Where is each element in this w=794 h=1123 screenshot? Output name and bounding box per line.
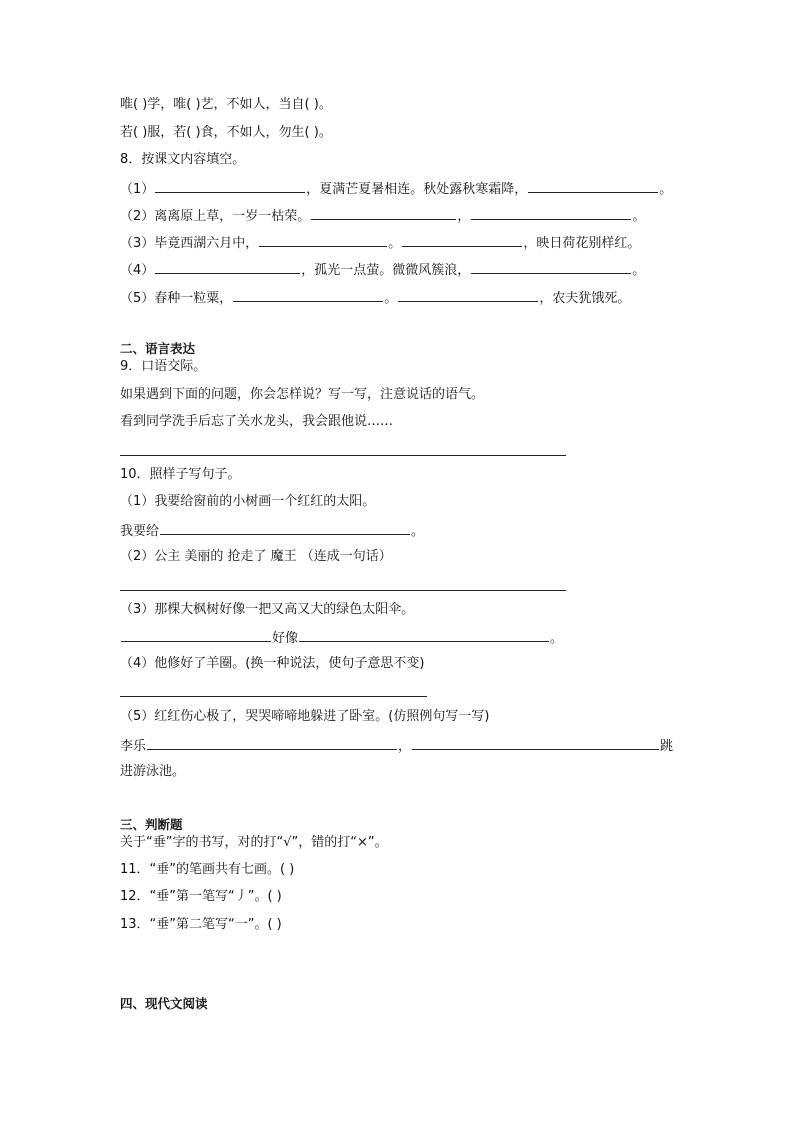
answer-blank[interactable] [233, 288, 383, 302]
answer-blank[interactable] [402, 233, 522, 247]
answer-blank[interactable] [155, 179, 305, 193]
answer-blank[interactable] [155, 260, 300, 274]
q8-item-3: （3）毕竟西湖六月中， 。 ，映日荷花别样红。 [120, 233, 640, 251]
section-4-title: 四、现代文阅读 [120, 996, 208, 1011]
q12: 12．“垂”第一笔写“丿”。( ) [120, 889, 282, 904]
q8-item-2: （2）离离原上草，一岁一枯荣。 ， 。 [120, 206, 645, 224]
q10-answer-3: 好像 。 [120, 628, 563, 646]
q10-title: 10．照样子写句子。 [120, 467, 241, 482]
section-2-title: 二、语言表达 [120, 341, 196, 356]
q9-prompt: 看到同学洗手后忘了关水龙头，我会跟他说…… [120, 414, 394, 429]
q7-line-1: 唯( )学，唯( )艺，不如人，当自( )。 [120, 97, 332, 112]
section-3-title: 三、判断题 [120, 817, 183, 832]
q8-item-4: （4） ，孤光一点萤。微微风簇浪， 。 [120, 260, 645, 278]
answer-blank[interactable] [398, 288, 538, 302]
q10-answer-5-continued: 进游泳池。 [120, 764, 186, 779]
q10-example-3: （3）那棵大枫树好像一把又高又大的绿色太阳伞。 [120, 602, 415, 617]
answer-blank[interactable] [471, 206, 631, 220]
q8-title: 8．按课文内容填空。 [120, 152, 246, 167]
section-3-instruction: 关于“垂”字的书写，对的打“√”，错的打“×”。 [120, 835, 388, 850]
q8-item-5: （5）春种一粒粟， 。 ，农夫犹饿死。 [120, 288, 630, 306]
answer-blank[interactable] [471, 260, 631, 274]
answer-blank[interactable] [147, 736, 397, 750]
answer-blank[interactable] [121, 628, 271, 642]
q13: 13．“垂”第二笔写“一”。( ) [120, 917, 282, 932]
answer-blank[interactable] [412, 736, 659, 750]
q9-title: 9．口语交际。 [120, 359, 207, 374]
q8-item-1: （1） ，夏满芒夏暑相连。秋处露秋寒霜降， 。 [120, 179, 672, 197]
q10-answer-line-4[interactable] [120, 696, 427, 697]
q10-example-2: （2）公主 美丽的 抢走了 魔王 （连成一句话） [120, 549, 392, 564]
q10-example-1: （1）我要给窗前的小树画一个红红的太阳。 [120, 494, 376, 509]
answer-blank[interactable] [528, 179, 658, 193]
q9-answer-line[interactable] [120, 455, 566, 456]
q11: 11．“垂”的笔画共有七画。( ) [120, 862, 295, 877]
q10-example-5: （5）红红伤心极了，哭哭啼啼地躲进了卧室。(仿照例句写一写) [120, 709, 490, 724]
q10-example-4: （4）他修好了羊圈。(换一种说法，使句子意思不变) [120, 656, 425, 671]
q10-answer-line-2[interactable] [120, 590, 566, 591]
answer-blank[interactable] [311, 206, 456, 220]
q10-answer-5: 李乐 ， 跳 [120, 736, 673, 754]
answer-blank[interactable] [160, 521, 410, 535]
q10-answer-1: 我要给 。 [120, 521, 424, 539]
answer-blank[interactable] [299, 628, 549, 642]
answer-blank[interactable] [259, 233, 387, 247]
q9-instruction: 如果遇到下面的问题，你会怎样说？写一写，注意说话的语气。 [120, 387, 485, 402]
q7-line-2: 若( )服，若( )食，不如人，勿生( )。 [120, 125, 332, 140]
